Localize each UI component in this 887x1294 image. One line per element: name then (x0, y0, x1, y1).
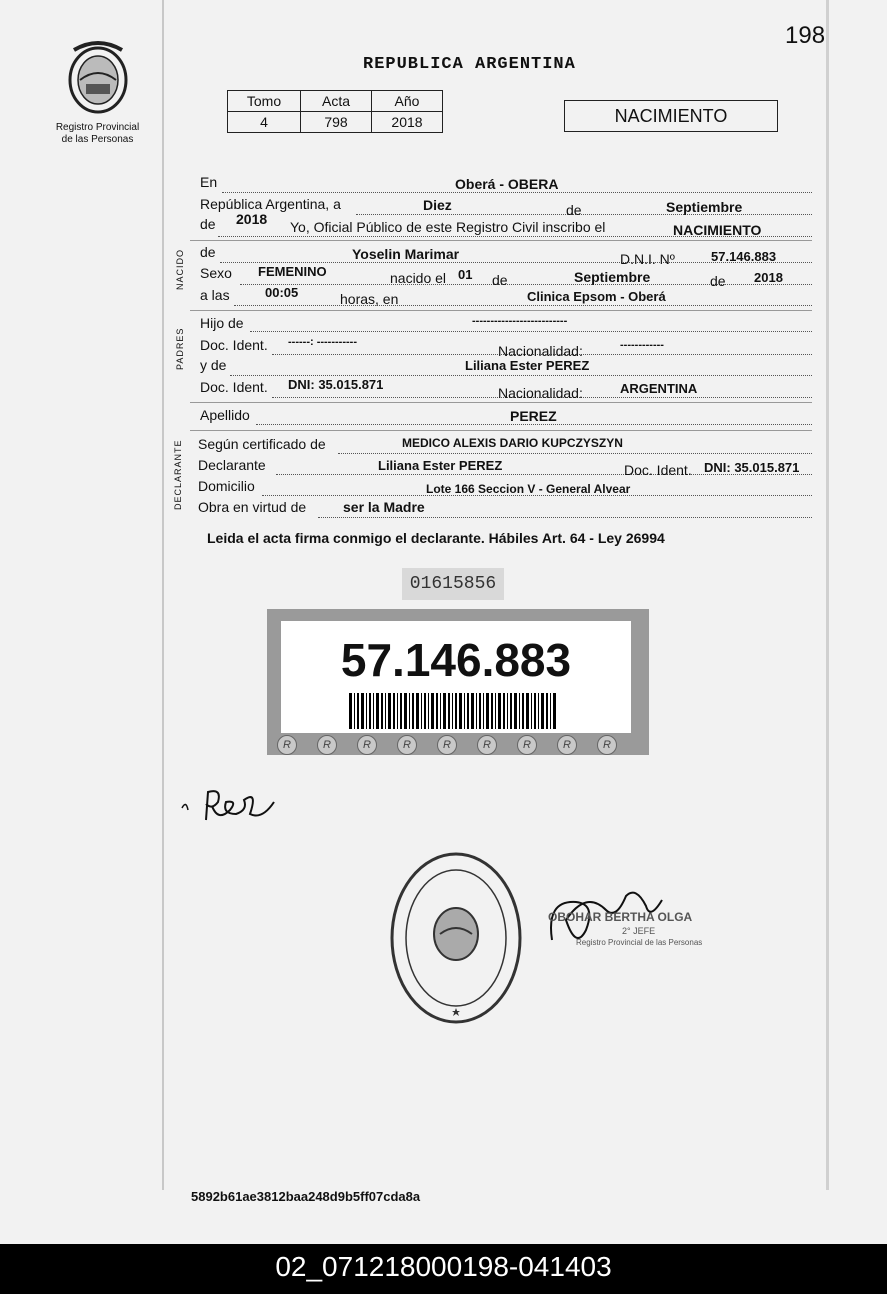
domicilio-label: Domicilio (198, 478, 255, 494)
security-mark: R (477, 735, 497, 755)
oficial-text: Yo, Oficial Público de este Registro Civil inscribo el (290, 219, 606, 235)
page-number: 198 (785, 22, 826, 49)
document-hash: 5892b61ae3812baa248d9b5ff07cda8a (191, 1189, 421, 1204)
father-nationality: ------------ (620, 339, 664, 351)
declarante-label: Declarante (198, 457, 266, 473)
sexo-label: Sexo (200, 265, 232, 281)
father-doc: ------: ----------- (288, 336, 357, 348)
a-las-label: a las (200, 287, 230, 303)
file-id: 02_071218000198-041403 (275, 1251, 612, 1282)
dotted-line (250, 331, 812, 332)
header-ano: Año (372, 91, 443, 112)
de-label: de (200, 244, 216, 260)
nacionalidad-label: Nacionalidad: (498, 343, 583, 359)
barcode-icon (349, 693, 559, 729)
inscribo-value: NACIMIENTO (673, 222, 762, 238)
value-acta: 798 (301, 112, 372, 133)
section-rule (190, 310, 812, 311)
section-label-nacido: NACIDO (175, 248, 185, 290)
dotted-line (356, 214, 812, 215)
dotted-line (338, 453, 812, 454)
sticker-label (281, 621, 631, 733)
birth-year: 2018 (754, 270, 783, 285)
security-mark: R (277, 735, 297, 755)
dotted-line (234, 305, 812, 306)
official-office: Registro Provincial de las Personas (576, 938, 703, 947)
doc-ident-label: Doc. Ident. (624, 462, 692, 478)
horas-label: horas, en (340, 291, 399, 307)
security-mark: R (317, 735, 337, 755)
right-edge-rule (826, 0, 829, 1190)
doc-ident-label: Doc. Ident. (200, 337, 268, 353)
year-value: 2018 (236, 211, 268, 227)
certificado-label: Según certificado de (198, 436, 326, 452)
registry-name (40, 122, 155, 146)
de-label: de (710, 273, 726, 289)
sticker-dni: 57.146.883 (340, 634, 572, 686)
declarant-signature-icon (178, 780, 288, 830)
mother-nationality: ARGENTINA (620, 381, 698, 396)
de-label-2: de (200, 216, 216, 232)
dotted-line (222, 192, 812, 193)
section-rule (190, 240, 812, 241)
section-rule (190, 430, 812, 431)
section-label-declarante: DECLARANTE (173, 439, 183, 510)
apellido-label: Apellido (200, 407, 250, 423)
mother-doc: DNI: 35.015.871 (288, 377, 384, 392)
month-value: Septiembre (666, 199, 743, 215)
security-mark: R (357, 735, 377, 755)
y-de-label: y de (200, 357, 227, 373)
birth-time: 00:05 (265, 285, 299, 300)
header-acta: Acta (301, 91, 372, 112)
child-name: Yoselin Marimar (352, 246, 460, 262)
record-table (227, 90, 443, 133)
hijo-de-label: Hijo de (200, 315, 244, 331)
doc-ident-label: Doc. Ident. (200, 379, 268, 395)
nacido-el-label: nacido el (390, 270, 447, 286)
closing-statement: Leida el acta firma conmigo el declarante. Hábiles Art. 64 - Ley 26994 (207, 530, 665, 546)
birth-day: 01 (458, 267, 473, 282)
official-role: 2° JEFE (622, 926, 656, 936)
header-tomo: Tomo (228, 91, 301, 112)
province-emblem-icon (62, 36, 134, 116)
country-title: REPUBLICA ARGENTINA (363, 55, 576, 74)
record-type-box: NACIMIENTO (564, 100, 778, 132)
dni-label: D.N.I. Nº (620, 251, 675, 267)
domicilio-value: Lote 166 Seccion V - General Alvear (426, 482, 631, 496)
value-tomo: 4 (228, 112, 301, 133)
margin-rule (162, 0, 164, 1190)
section-rule (190, 402, 812, 403)
registry-name-line2: de las Personas (61, 134, 134, 145)
declarante-name: Liliana Ester PEREZ (378, 458, 503, 473)
value-ano: 2018 (372, 112, 443, 133)
child-dni: 57.146.883 (711, 249, 777, 264)
dni-sticker (267, 609, 649, 755)
apellido-value: PEREZ (510, 408, 557, 424)
location-value: Oberá - OBERA (455, 176, 559, 192)
security-mark: R (437, 735, 457, 755)
delegation-seal-icon (388, 850, 524, 1026)
republica-label: República Argentina, a (200, 196, 341, 212)
obra-label: Obra en virtud de (198, 499, 307, 515)
section-label-padres: PADRES (175, 327, 185, 370)
registry-name-line1: Registro Provincial (55, 122, 140, 133)
en-label: En (200, 174, 218, 190)
obra-value: ser la Madre (343, 499, 425, 515)
dotted-line (256, 424, 812, 425)
day-value: Diez (423, 197, 452, 213)
security-mark: R (557, 735, 577, 755)
declarante-doc: DNI: 35.015.871 (704, 460, 800, 475)
nacionalidad-label: Nacionalidad: (498, 385, 583, 401)
official-name: OBOHAR BERTHA OLGA (548, 910, 693, 924)
birth-place: Clinica Epsom - Oberá (527, 289, 666, 304)
de-label: de (492, 272, 508, 288)
security-mark: R (397, 735, 417, 755)
mother-name: Liliana Ester PEREZ (465, 358, 590, 373)
dotted-line (318, 517, 812, 518)
certificado-value: MEDICO ALEXIS DARIO KUPCZYSZYN (402, 436, 623, 450)
dotted-line (230, 375, 812, 376)
security-pattern (267, 733, 649, 755)
security-mark: R (517, 735, 537, 755)
security-mark: R (597, 735, 617, 755)
sexo-value: FEMENINO (258, 264, 327, 279)
father-name: -------------------------- (472, 315, 568, 327)
birth-month: Septiembre (574, 269, 651, 285)
official-signature-block (546, 880, 746, 960)
serial-number: 01615856 (402, 568, 504, 600)
de-label: de (566, 202, 582, 218)
dotted-line (240, 284, 812, 285)
